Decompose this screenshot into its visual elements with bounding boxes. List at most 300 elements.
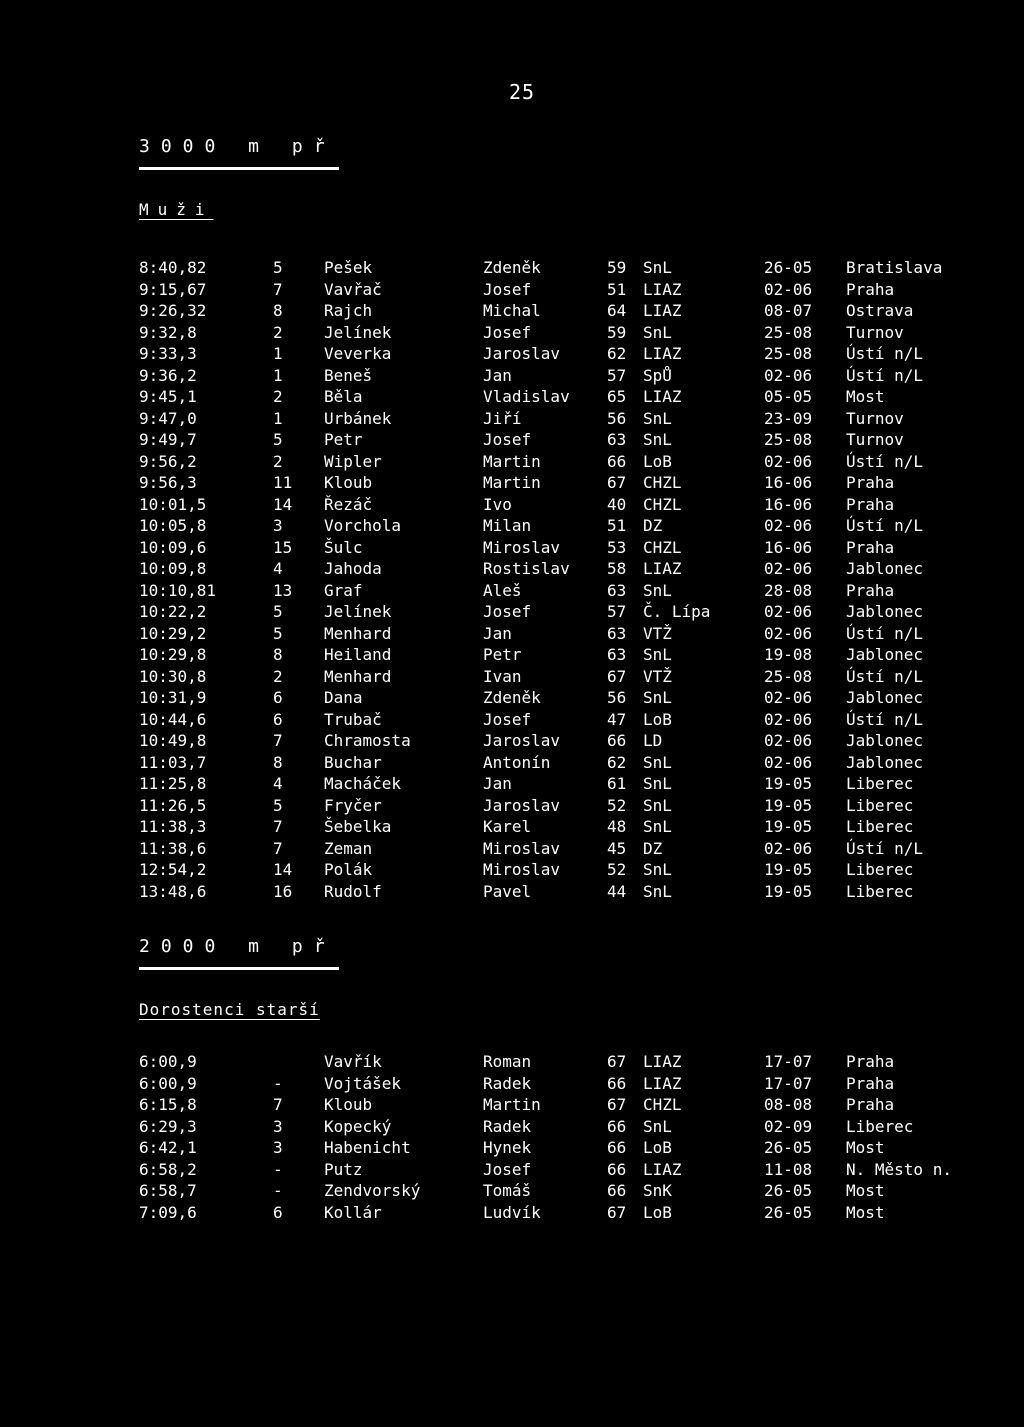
birth-year: 56 [607, 408, 627, 428]
event-place: Liberec [846, 881, 914, 901]
club-name: CHZL [643, 537, 682, 557]
table-row [0, 409, 1024, 430]
event-place: Most [846, 1202, 885, 1222]
club-name: SnL [643, 688, 672, 707]
athlete-first-name: Zdeněk [483, 688, 541, 707]
heat-number: 1 [273, 365, 283, 385]
club-name: VTŽ [643, 666, 672, 686]
heat-number: 2 [273, 387, 283, 406]
athlete-first-name: Ivan [483, 666, 522, 686]
table-row [0, 710, 1024, 731]
athlete-surname: Buchar [324, 752, 382, 772]
event-place: Praha [846, 1073, 895, 1093]
event-place: Jablonec [846, 731, 924, 750]
heat-number: 4 [273, 774, 283, 793]
club-name: SnL [643, 795, 672, 815]
result-time: 9:47,0 [139, 408, 197, 428]
table-row [0, 817, 1024, 838]
heat-number: 3 [273, 516, 283, 535]
table-row [0, 581, 1024, 602]
birth-year: 59 [607, 258, 627, 277]
athlete-surname: Rudolf [324, 881, 382, 901]
club-name: CHZL [643, 1095, 682, 1114]
club-name: SpŮ [643, 365, 672, 385]
birth-year: 48 [607, 817, 627, 836]
club-name: LoB [643, 451, 672, 471]
club-name: SnL [643, 774, 672, 793]
result-time: 10:49,8 [139, 731, 207, 750]
athlete-surname: Petr [324, 430, 363, 449]
club-name: SnK [643, 1181, 672, 1200]
club-name: DZ [643, 838, 663, 858]
table-row [0, 1052, 1024, 1073]
result-time: 10:01,5 [139, 494, 207, 514]
result-time: 11:38,3 [139, 817, 207, 836]
event-date: 19-05 [764, 795, 813, 815]
athlete-first-name: Jaroslav [483, 731, 561, 750]
birth-year: 66 [607, 731, 627, 750]
event-date: 23-09 [764, 408, 813, 428]
event-date: 19-05 [764, 817, 813, 836]
result-time: 6:00,9 [139, 1073, 197, 1093]
event-place: Ústí n/L [846, 344, 924, 363]
event-place: Liberec [846, 795, 914, 815]
event-date: 08-07 [764, 301, 813, 320]
event-place: Praha [846, 494, 895, 514]
birth-year: 63 [607, 623, 627, 643]
table-row [0, 774, 1024, 795]
athlete-surname: Fryčer [324, 795, 382, 815]
event-date: 25-08 [764, 666, 813, 686]
athlete-surname: Vorchola [324, 516, 402, 535]
athlete-first-name: Jan [483, 623, 512, 643]
heat-number: 6 [273, 688, 283, 707]
athlete-first-name: Antonín [483, 752, 551, 772]
club-name: LoB [643, 1138, 672, 1157]
athlete-surname: Dana [324, 688, 363, 707]
event-place: Ústí n/L [846, 516, 924, 535]
result-time: 6:00,9 [139, 1052, 197, 1071]
birth-year: 44 [607, 881, 627, 901]
athlete-surname: Rajch [324, 301, 373, 320]
athlete-surname: Menhard [324, 666, 392, 686]
birth-year: 57 [607, 365, 627, 385]
result-time: 6:58,7 [139, 1181, 197, 1200]
birth-year: 51 [607, 279, 627, 299]
event-date: 25-08 [764, 344, 813, 363]
event-place: Most [846, 1181, 885, 1200]
event-place: Turnov [846, 430, 904, 449]
event-date: 16-06 [764, 494, 813, 514]
event-place: Liberec [846, 817, 914, 836]
birth-year: 59 [607, 322, 627, 342]
event-date: 05-05 [764, 387, 813, 406]
result-time: 6:29,3 [139, 1116, 197, 1136]
table-row [0, 516, 1024, 537]
table-row [0, 1160, 1024, 1181]
result-time: 9:49,7 [139, 430, 197, 449]
athlete-first-name: Aleš [483, 580, 522, 600]
athlete-first-name: Miroslav [483, 537, 561, 557]
club-name: SnL [643, 322, 672, 342]
event-date: 08-08 [764, 1095, 813, 1114]
athlete-first-name: Ivo [483, 494, 512, 514]
result-time: 6:58,2 [139, 1159, 197, 1179]
birth-year: 52 [607, 860, 627, 879]
club-name: SnL [643, 1116, 672, 1136]
event-date: 19-08 [764, 645, 813, 664]
heat-number: 7 [273, 1095, 283, 1114]
table-row [0, 731, 1024, 752]
athlete-first-name: Josef [483, 430, 532, 449]
athlete-surname: Polák [324, 860, 373, 879]
event-date: 25-08 [764, 322, 813, 342]
athlete-surname: Urbánek [324, 408, 392, 428]
athlete-surname: Vojtášek [324, 1073, 402, 1093]
table-row [0, 344, 1024, 365]
athlete-surname: Zendvorský [324, 1181, 421, 1200]
result-time: 9:32,8 [139, 322, 197, 342]
result-time: 10:05,8 [139, 516, 207, 535]
athlete-surname: Chramosta [324, 731, 411, 750]
athlete-first-name: Josef [483, 1159, 532, 1179]
result-time: 11:38,6 [139, 838, 207, 858]
club-name: LIAZ [643, 387, 682, 406]
table-row [0, 323, 1024, 344]
event-place: Ústí n/L [846, 838, 924, 858]
result-time: 7:09,6 [139, 1202, 197, 1222]
club-name: LIAZ [643, 301, 682, 320]
heat-number: 5 [273, 795, 283, 815]
birth-year: 67 [607, 1202, 627, 1222]
club-name: LIAZ [643, 559, 682, 578]
birth-year: 56 [607, 688, 627, 707]
athlete-first-name: Petr [483, 645, 522, 664]
athlete-surname: Vavřík [324, 1052, 382, 1071]
birth-year: 67 [607, 473, 627, 492]
event-place: Jablonec [846, 688, 924, 707]
club-name: VTŽ [643, 623, 672, 643]
result-time: 9:56,3 [139, 473, 197, 492]
athlete-first-name: Jaroslav [483, 344, 561, 363]
birth-year: 57 [607, 602, 627, 621]
heat-number: 5 [273, 602, 283, 621]
table-row [0, 796, 1024, 817]
event-date: 02-06 [764, 688, 813, 707]
result-time: 8:40,82 [139, 258, 207, 277]
table-row [0, 882, 1024, 903]
athlete-surname: Jahoda [324, 559, 382, 578]
table-row [0, 538, 1024, 559]
event-date: 26-05 [764, 1138, 813, 1157]
table-row [0, 602, 1024, 623]
table-row [0, 1117, 1024, 1138]
athlete-surname: Zeman [324, 838, 373, 858]
athlete-first-name: Martin [483, 473, 541, 492]
result-time: 13:48,6 [139, 881, 207, 901]
birth-year: 63 [607, 430, 627, 449]
heat-number: 2 [273, 451, 283, 471]
athlete-first-name: Josef [483, 709, 532, 729]
event-place: Ústí n/L [846, 451, 924, 471]
heat-number: 16 [273, 881, 293, 901]
table-row [0, 366, 1024, 387]
event-place: N. Město n. [846, 1159, 952, 1179]
birth-year: 63 [607, 645, 627, 664]
result-time: 9:45,1 [139, 387, 197, 406]
birth-year: 45 [607, 838, 627, 858]
table-row [0, 1138, 1024, 1159]
event-date: 02-06 [764, 602, 813, 621]
athlete-first-name: Vladislav [483, 387, 570, 406]
birth-year: 53 [607, 537, 627, 557]
event-place: Most [846, 387, 885, 406]
athlete-first-name: Milan [483, 516, 532, 535]
event-date: 02-06 [764, 365, 813, 385]
birth-year: 52 [607, 795, 627, 815]
table-row [0, 473, 1024, 494]
table-row [0, 280, 1024, 301]
event-place: Ústí n/L [846, 709, 924, 729]
heat-number: 8 [273, 301, 283, 320]
athlete-first-name: Tomáš [483, 1181, 532, 1200]
club-name: LD [643, 731, 663, 750]
athlete-surname: Habenicht [324, 1138, 411, 1157]
birth-year: 63 [607, 580, 627, 600]
athlete-surname: Kloub [324, 473, 373, 492]
event-place: Praha [846, 473, 895, 492]
heat-number: 8 [273, 645, 283, 664]
club-name: LoB [643, 709, 672, 729]
table-row [0, 1203, 1024, 1224]
athlete-surname: Kollár [324, 1202, 382, 1222]
birth-year: 40 [607, 494, 627, 514]
result-time: 12:54,2 [139, 860, 207, 879]
heat-number: 1 [273, 344, 283, 363]
heat-number: 5 [273, 430, 283, 449]
heat-number: 14 [273, 860, 293, 879]
athlete-surname: Heiland [324, 645, 392, 664]
table-row [0, 1095, 1024, 1116]
event-place: Praha [846, 1095, 895, 1114]
athlete-first-name: Hynek [483, 1138, 532, 1157]
birth-year: 67 [607, 666, 627, 686]
event-place: Liberec [846, 860, 914, 879]
club-name: Č. Lípa [643, 602, 711, 621]
club-name: LIAZ [643, 1159, 682, 1179]
event-date: 25-08 [764, 430, 813, 449]
heat-number: - [273, 1159, 283, 1179]
event-date: 26-05 [764, 1181, 813, 1200]
birth-year: 66 [607, 1159, 627, 1179]
result-time: 9:26,32 [139, 301, 207, 320]
heat-number: 5 [273, 258, 283, 277]
club-name: SnL [643, 258, 672, 277]
athlete-surname: Wipler [324, 451, 382, 471]
event-date: 02-06 [764, 731, 813, 750]
birth-year: 66 [607, 1138, 627, 1157]
table-row [0, 688, 1024, 709]
table-row [0, 667, 1024, 688]
table-row [0, 1074, 1024, 1095]
athlete-surname: Běla [324, 387, 363, 406]
club-name: SnL [643, 408, 672, 428]
athlete-surname: Kopecký [324, 1116, 392, 1136]
result-time: 10:44,6 [139, 709, 207, 729]
athlete-surname: Beneš [324, 365, 373, 385]
athlete-surname: Graf [324, 580, 363, 600]
event-place: Ústí n/L [846, 365, 924, 385]
athlete-surname: Veverka [324, 344, 392, 363]
event-place: Jablonec [846, 752, 924, 772]
athlete-surname: Jelínek [324, 322, 392, 342]
event-place: Most [846, 1138, 885, 1157]
result-time: 6:15,8 [139, 1095, 197, 1114]
club-name: SnL [643, 860, 672, 879]
heat-number: 6 [273, 1202, 283, 1222]
athlete-first-name: Michal [483, 301, 541, 320]
club-name: SnL [643, 645, 672, 664]
event-date: 11-08 [764, 1159, 813, 1179]
heat-number: - [273, 1181, 283, 1200]
result-time: 11:25,8 [139, 774, 207, 793]
athlete-surname: Řezáč [324, 494, 373, 514]
athlete-surname: Macháček [324, 774, 402, 793]
club-name: LIAZ [643, 279, 682, 299]
club-name: LoB [643, 1202, 672, 1222]
athlete-first-name: Jiří [483, 408, 522, 428]
event-place: Ústí n/L [846, 623, 924, 643]
result-time: 9:33,3 [139, 344, 197, 363]
athlete-first-name: Martin [483, 451, 541, 471]
event-date: 02-06 [764, 559, 813, 578]
event-place: Praha [846, 537, 895, 557]
event-place: Jablonec [846, 559, 924, 578]
heat-number: 7 [273, 838, 283, 858]
club-name: LIAZ [643, 1052, 682, 1071]
event-place: Praha [846, 1052, 895, 1071]
event-place: Liberec [846, 774, 914, 793]
section-subtitle-men: Muži [139, 200, 214, 219]
birth-year: 47 [607, 709, 627, 729]
event-date: 16-06 [764, 537, 813, 557]
result-time: 9:15,67 [139, 279, 207, 299]
birth-year: 67 [607, 1052, 627, 1071]
event-date: 19-05 [764, 774, 813, 793]
event-date: 26-05 [764, 1202, 813, 1222]
heat-number: 3 [273, 1138, 283, 1157]
athlete-surname: Šulc [324, 537, 363, 557]
event-date: 02-06 [764, 709, 813, 729]
club-name: CHZL [643, 473, 682, 492]
athlete-first-name: Josef [483, 279, 532, 299]
athlete-surname: Kloub [324, 1095, 373, 1114]
result-time: 10:29,2 [139, 623, 207, 643]
table-row [0, 301, 1024, 322]
event-date: 19-05 [764, 860, 813, 879]
club-name: CHZL [643, 494, 682, 514]
heat-number: 5 [273, 623, 283, 643]
section-title-2000m: 2000 m př [139, 936, 336, 957]
event-place: Ústí n/L [846, 666, 924, 686]
event-place: Turnov [846, 408, 904, 428]
athlete-surname: Pešek [324, 258, 373, 277]
table-row [0, 387, 1024, 408]
athlete-first-name: Roman [483, 1052, 532, 1071]
event-date: 02-06 [764, 516, 813, 535]
athlete-surname: Trubač [324, 709, 382, 729]
athlete-first-name: Josef [483, 322, 532, 342]
athlete-first-name: Karel [483, 817, 532, 836]
club-name: SnL [643, 881, 672, 901]
event-date: 26-05 [764, 258, 813, 277]
heat-number: 3 [273, 1116, 283, 1136]
athlete-surname: Menhard [324, 623, 392, 643]
heat-number: 8 [273, 752, 283, 772]
heat-number: - [273, 1073, 283, 1093]
athlete-first-name: Ludvík [483, 1202, 541, 1222]
athlete-first-name: Radek [483, 1116, 532, 1136]
athlete-first-name: Jan [483, 774, 512, 793]
event-place: Jablonec [846, 602, 924, 621]
table-row [0, 495, 1024, 516]
birth-year: 66 [607, 1116, 627, 1136]
event-date: 02-06 [764, 752, 813, 772]
heat-number: 7 [273, 279, 283, 299]
event-date: 17-07 [764, 1052, 813, 1071]
result-time: 10:09,8 [139, 559, 207, 578]
event-date: 28-08 [764, 580, 813, 600]
athlete-first-name: Pavel [483, 881, 532, 901]
table-row [0, 860, 1024, 881]
heat-number: 6 [273, 709, 283, 729]
heat-number: 7 [273, 817, 283, 836]
event-place: Praha [846, 580, 895, 600]
result-time: 11:03,7 [139, 752, 207, 772]
result-time: 9:56,2 [139, 451, 197, 471]
heat-number: 15 [273, 537, 293, 557]
table-row [0, 1181, 1024, 1202]
event-place: Praha [846, 279, 895, 299]
heat-number: 4 [273, 559, 283, 578]
athlete-first-name: Miroslav [483, 838, 561, 858]
athlete-first-name: Rostislav [483, 559, 570, 578]
event-place: Turnov [846, 322, 904, 342]
event-date: 02-09 [764, 1116, 813, 1136]
page-number: 25 [509, 80, 536, 104]
table-row [0, 452, 1024, 473]
event-place: Liberec [846, 1116, 914, 1136]
birth-year: 58 [607, 559, 627, 578]
event-place: Ostrava [846, 301, 914, 320]
heat-number: 1 [273, 408, 283, 428]
birth-year: 64 [607, 301, 627, 320]
event-date: 02-06 [764, 451, 813, 471]
result-time: 10:31,9 [139, 688, 207, 707]
result-time: 9:36,2 [139, 365, 197, 385]
club-name: LIAZ [643, 344, 682, 363]
event-place: Bratislava [846, 258, 943, 277]
event-date: 17-07 [764, 1073, 813, 1093]
club-name: LIAZ [643, 1073, 682, 1093]
athlete-surname: Šebelka [324, 817, 392, 836]
result-time: 10:09,6 [139, 537, 207, 557]
birth-year: 66 [607, 1181, 627, 1200]
table-row [0, 430, 1024, 451]
heat-number: 2 [273, 666, 283, 686]
event-date: 19-05 [764, 881, 813, 901]
club-name: SnL [643, 817, 672, 836]
